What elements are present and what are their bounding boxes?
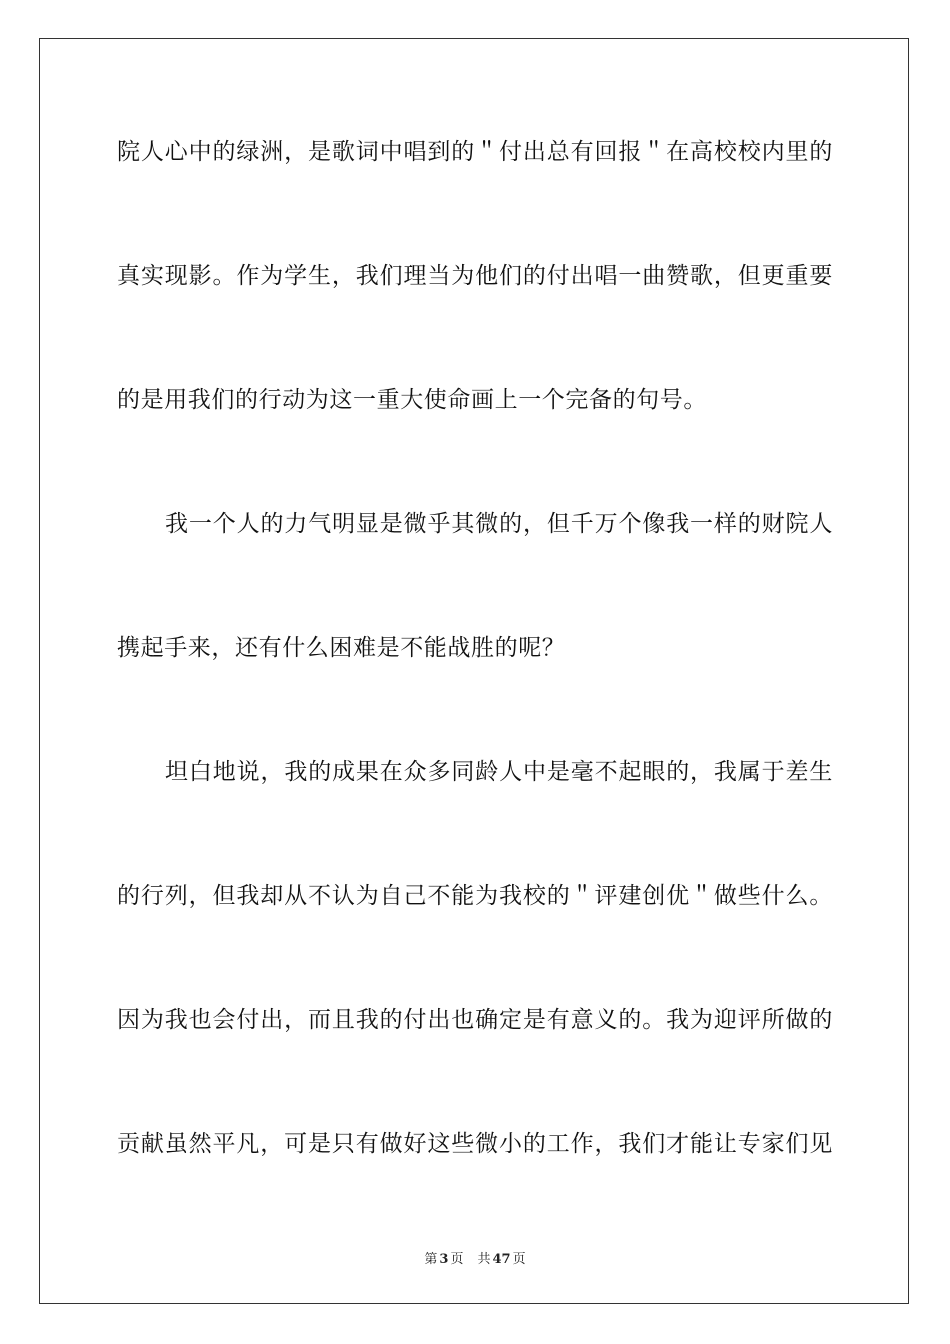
page-footer (0, 1248, 950, 1267)
text-line-4: 我一个人的力气明显是微乎其微的，但千万个像我一样的财院人 (165, 511, 833, 537)
total-prefix: 共 (477, 1252, 491, 1267)
text-line-6: 坦白地说，我的成果在众多同龄人中是毫不起眼的，我属于差生 (165, 759, 833, 785)
text-line-1: 院人心中的绿洲，是歌词中唱到的＂付出总有回报＂在高校校内里的 (117, 139, 833, 165)
total-pages: 47 (492, 1252, 511, 1267)
page-suffix: 页 (450, 1252, 464, 1267)
text-line-9: 贡献虽然平凡，可是只有做好这些微小的工作，我们才能让专家们见 (117, 1131, 833, 1157)
page-number: 3 (439, 1252, 449, 1267)
text-line-7: 的行列，但我却从不认为自己不能为我校的＂评建创优＂做些什么。 (117, 883, 833, 909)
text-line-3: 的是用我们的行动为这一重大使命画上一个完备的句号。 (117, 387, 707, 413)
page-prefix: 第 (424, 1252, 438, 1267)
text-line-8: 因为我也会付出，而且我的付出也确定是有意义的。我为迎评所做的 (117, 1007, 833, 1033)
page-frame (39, 38, 909, 1304)
total-suffix: 页 (512, 1252, 526, 1267)
text-line-5: 携起手来，还有什么困难是不能战胜的呢？ (117, 635, 566, 661)
text-line-2: 真实现影。作为学生，我们理当为他们的付出唱一曲赞歌，但更重要 (117, 263, 833, 289)
